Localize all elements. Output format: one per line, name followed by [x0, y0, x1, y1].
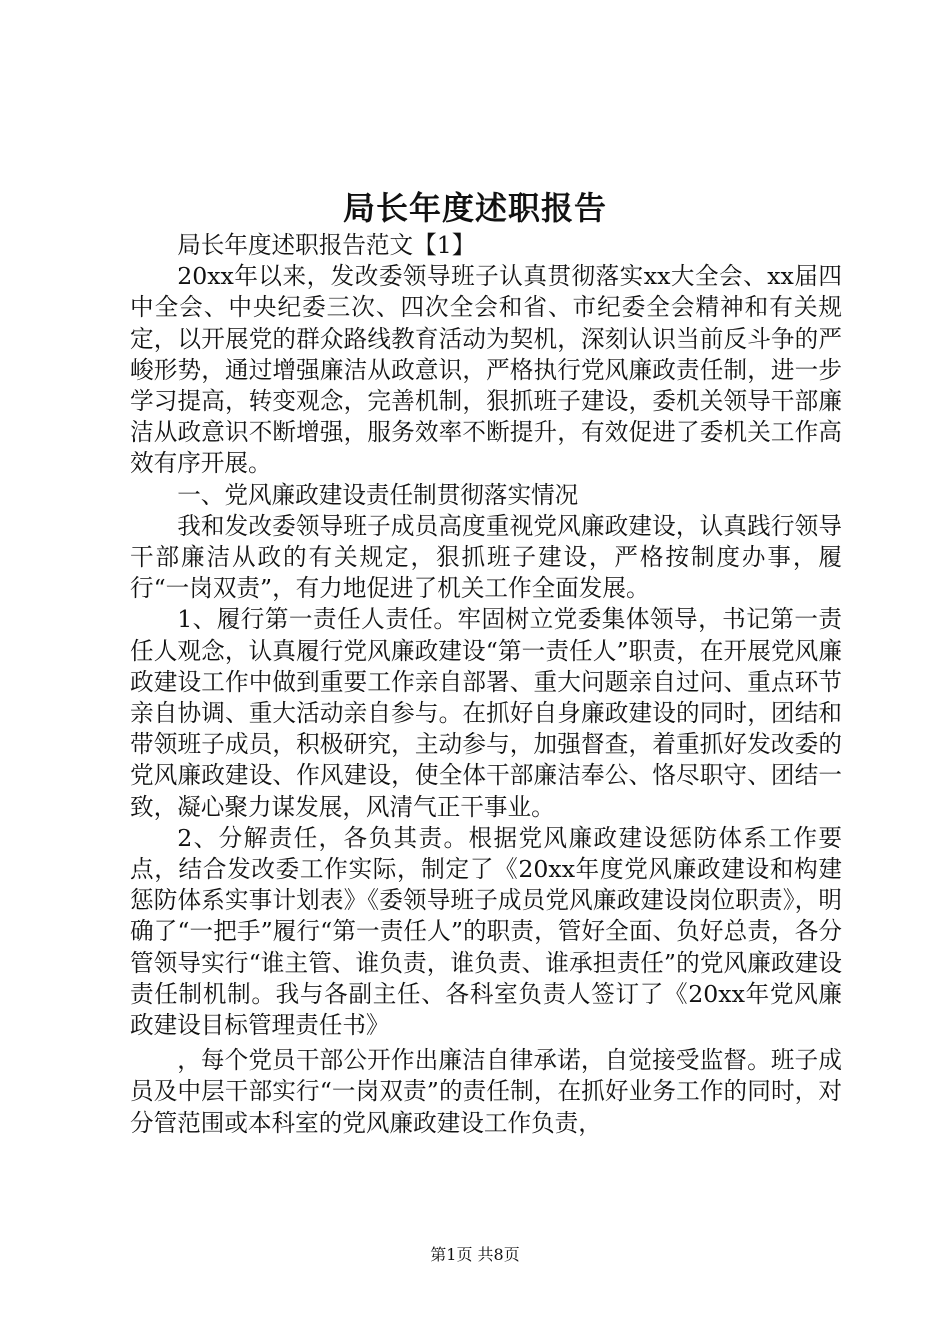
paragraph-item-2: 2、分解责任，各负其责。根据党风廉政建设惩防体系工作要点，结合发改委工作实际，制定了《20xx年度党风廉政建设和构建惩防体系实事计划表》《委领导班子成员党风廉政建设岗位职责》，明确了“一把手”履行“第一责任人”的职责，管好全面、负好总责，各分管领导实行“谁主管、谁负责，谁负责、谁承担责任”的党风廉政建设责任制机制。我与各副主任、各科室负责人签订了《20xx年党风廉政建设目标管理责任书》	[130, 823, 842, 1040]
section-heading: 一、党风廉政建设责任制贯彻落实情况	[177, 480, 579, 509]
paragraph-subtitle: 局长年度述职报告范文【1】	[177, 231, 476, 259]
paragraph-continuation: ，每个党员干部公开作出廉洁自律承诺，自觉接受监督。班子成员及中层干部实行“一岗双责”的责任制，在抓好业务工作的同时，对分管范围或本科室的党风廉政建设工作负责，	[130, 1046, 842, 1137]
paragraph-item-1: 1、履行第一责任人责任。牢固树立党委集体领导，书记第一责任人观念，认真履行党风廉政建设“第一责任人”职责，在开展党风廉政建设工作中做到重要工作亲自部署、重大问题亲自过问、重点环节亲自协调、重大活动亲自参与。在抓好自身廉政建设的同时，团结和带领班子成员，积极研究，主动参与，加强督查，着重抓好发改委的党风廉政建设、作风建设，使全体干部廉洁奉公、恪尽职守、团结一致，凝心聚力谋发展，风清气正干事业。	[130, 605, 842, 821]
paragraph-intro: 20xx年以来，发改委领导班子认真贯彻落实xx大全会、xx届四中全会、中央纪委三次、四次全会和省、市纪委全会精神和有关规定，以开展党的群众路线教育活动为契机，深刻认识当前反斗争的严峻形势，通过增强廉洁从政意识，严格执行党风廉政责任制，进一步学习提高，转变观念，完善机制，狠抓班子建设，委机关领导干部廉洁从政意识不断增强，服务效率不断提升，有效促进了委机关工作高效有序开展。	[130, 262, 842, 478]
document-title: 局长年度述职报告	[342, 189, 607, 227]
page-number: 第1页 共8页	[430, 1245, 520, 1264]
document-body	[130, 230, 842, 1139]
paragraph-section-intro: 我和发改委领导班子成员高度重视党风廉政建设，认真践行领导干部廉洁从政的有关规定，狠抓班子建设，严格按制度办事，履行“一岗双责”，有力地促进了机关工作全面发展。	[130, 511, 842, 603]
